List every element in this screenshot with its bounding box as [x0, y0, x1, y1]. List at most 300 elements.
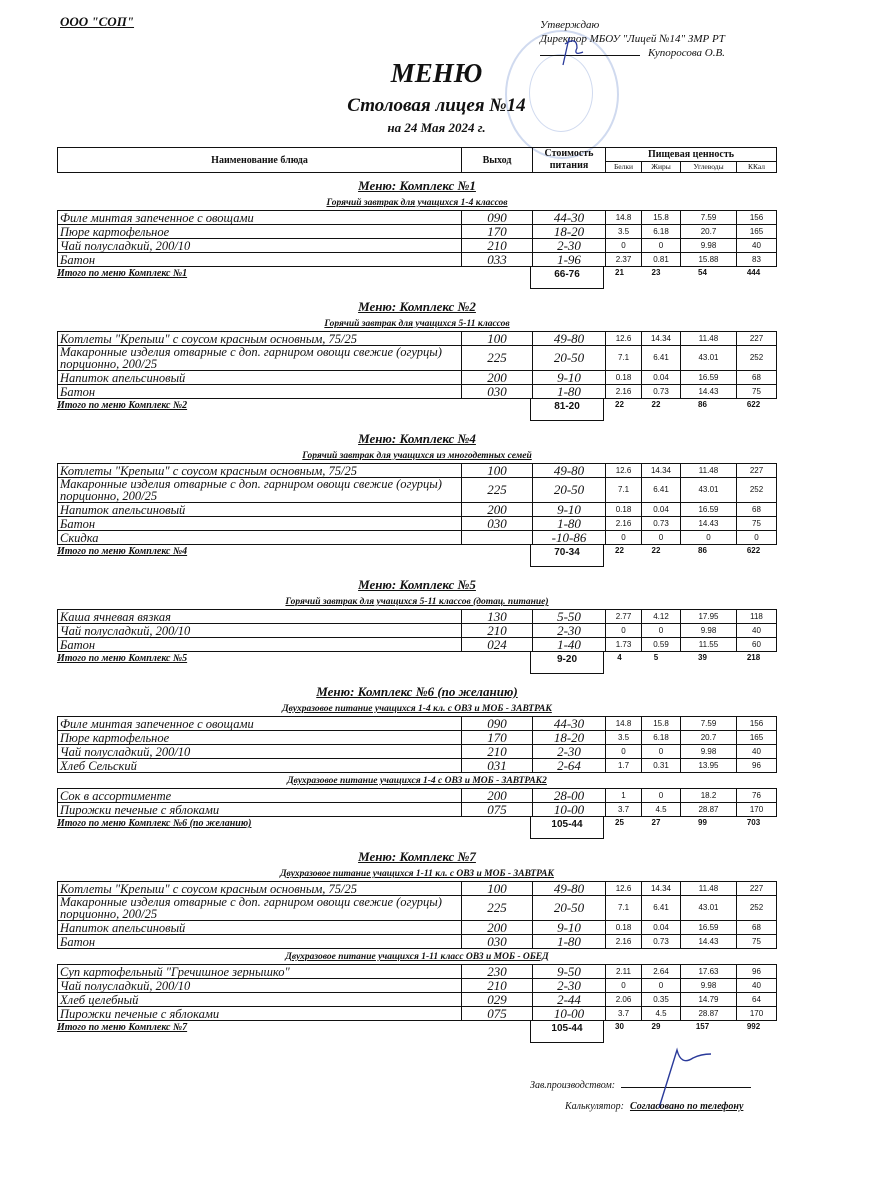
dish-protein: 0 [606, 531, 642, 545]
dish-carbs: 17.95 [681, 610, 737, 624]
dish-output: 225 [462, 896, 533, 921]
total-protein: 22 [615, 546, 624, 555]
dish-output: 210 [462, 624, 533, 638]
dish-cost: 49-80 [533, 464, 606, 478]
dish-carbs: 11.48 [681, 464, 737, 478]
total-fat: 23 [651, 268, 661, 277]
dish-output: 225 [462, 478, 533, 503]
total-carbs: 39 [698, 653, 707, 662]
dish-kcal: 96 [737, 965, 777, 979]
total-fat: 22 [651, 400, 661, 409]
dish-protein: 0.18 [606, 921, 642, 935]
total-protein: 25 [615, 818, 624, 827]
table-row [58, 789, 777, 803]
table-row [58, 253, 777, 267]
dish-output: 210 [462, 745, 533, 759]
table-row [58, 896, 777, 921]
dish-protein: 7.1 [606, 346, 642, 371]
table-row [58, 503, 777, 517]
section-title: Меню: Комплекс №4 [358, 431, 476, 446]
dish-cost: 2-64 [533, 759, 606, 773]
dish-output: 090 [462, 211, 533, 225]
table-row [58, 882, 777, 896]
dish-fat: 0.73 [642, 385, 681, 399]
dish-output: 170 [462, 225, 533, 239]
table-row [58, 979, 777, 993]
total-cost: 9-20 [530, 652, 604, 674]
dish-name: Скидка [58, 531, 462, 545]
dish-name: Батон [58, 517, 462, 531]
column-header-table [57, 147, 777, 173]
total-kcal: 992 [746, 1022, 761, 1031]
dish-kcal: 68 [737, 503, 777, 517]
dish-cost: -10-86 [533, 531, 606, 545]
dish-protein: 2.77 [606, 610, 642, 624]
table-row [58, 624, 777, 638]
dish-fat: 14.34 [642, 882, 681, 896]
dish-kcal: 227 [737, 882, 777, 896]
dish-protein: 2.16 [606, 385, 642, 399]
dish-protein: 12.6 [606, 882, 642, 896]
dish-cost: 20-50 [533, 896, 606, 921]
total-carbs: 157 [695, 1022, 710, 1031]
dish-protein: 0.18 [606, 503, 642, 517]
total-label: Итого по меню Комплекс №6 (по желанию) [57, 818, 252, 829]
dish-name: Макаронные изделия отварные с доп. гарниром овощи свежие (огурцы) порционно, 200/25 [58, 478, 462, 503]
dish-kcal: 0 [737, 531, 777, 545]
total-label: Итого по меню Комплекс №7 [57, 1022, 188, 1033]
section-total [57, 267, 777, 289]
dish-carbs: 20.7 [681, 731, 737, 745]
total-cost: 105-44 [530, 1021, 604, 1043]
dish-carbs: 43.01 [681, 896, 737, 921]
dish-fat: 0 [642, 789, 681, 803]
total-cost: 70-34 [530, 545, 604, 567]
dish-name: Чай полусладкий, 200/10 [58, 239, 462, 253]
dish-kcal: 170 [737, 803, 777, 817]
dish-carbs: 16.59 [681, 371, 737, 385]
col-carbs: Углеводы [681, 161, 737, 172]
col-nutrition: Пищевая ценность [606, 148, 777, 162]
dish-protein: 2.37 [606, 253, 642, 267]
dish-fat: 6.18 [642, 225, 681, 239]
dish-name: Чай полусладкий, 200/10 [58, 624, 462, 638]
dish-carbs: 14.43 [681, 385, 737, 399]
dish-protein: 0 [606, 745, 642, 759]
dish-output: 030 [462, 385, 533, 399]
dish-kcal: 170 [737, 1007, 777, 1021]
dish-fat: 6.18 [642, 731, 681, 745]
dish-cost: 1-80 [533, 935, 606, 949]
menu-section [57, 176, 777, 289]
table-row [58, 759, 777, 773]
table-row [58, 371, 777, 385]
dish-output [462, 531, 533, 545]
dish-table [57, 788, 777, 817]
dish-fat: 0 [642, 624, 681, 638]
dish-kcal: 68 [737, 371, 777, 385]
section-title: Меню: Комплекс №1 [358, 178, 476, 193]
table-row [58, 225, 777, 239]
dish-name: Напиток апельсиновый [58, 921, 462, 935]
dish-carbs: 18.2 [681, 789, 737, 803]
dish-cost: 44-30 [533, 717, 606, 731]
dish-cost: 1-40 [533, 638, 606, 652]
dish-protein: 1.73 [606, 638, 642, 652]
dish-cost: 2-30 [533, 979, 606, 993]
total-carbs: 86 [698, 400, 707, 409]
table-row [58, 935, 777, 949]
dish-protein: 1.7 [606, 759, 642, 773]
dish-cost: 9-10 [533, 921, 606, 935]
table-row [58, 531, 777, 545]
total-label: Итого по меню Комплекс №2 [57, 400, 188, 411]
dish-cost: 18-20 [533, 731, 606, 745]
dish-protein: 3.7 [606, 1007, 642, 1021]
total-protein: 30 [615, 1022, 624, 1031]
dish-output: 200 [462, 503, 533, 517]
dish-protein: 14.8 [606, 211, 642, 225]
dish-cost: 1-80 [533, 517, 606, 531]
dish-fat: 0.04 [642, 371, 681, 385]
dish-protein: 3.5 [606, 731, 642, 745]
table-row [58, 464, 777, 478]
dish-fat: 4.5 [642, 1007, 681, 1021]
document-date: на 24 Мая 2024 г. [387, 120, 486, 135]
dish-fat: 4.12 [642, 610, 681, 624]
dish-name: Пюре картофельное [58, 225, 462, 239]
dish-protein: 2.16 [606, 517, 642, 531]
dish-kcal: 75 [737, 517, 777, 531]
dish-name: Суп картофельный "Гречишное зернышко" [58, 965, 462, 979]
dish-protein: 2.11 [606, 965, 642, 979]
dish-carbs: 20.7 [681, 225, 737, 239]
dish-kcal: 40 [737, 624, 777, 638]
table-row [58, 517, 777, 531]
dish-kcal: 40 [737, 239, 777, 253]
dish-fat: 0.04 [642, 503, 681, 517]
table-row [58, 745, 777, 759]
dish-name: Котлеты "Крепыш" с соусом красным основным, 75/25 [58, 464, 462, 478]
dish-kcal: 252 [737, 346, 777, 371]
section-total [57, 399, 777, 421]
dish-cost: 2-30 [533, 239, 606, 253]
dish-fat: 0 [642, 745, 681, 759]
dish-kcal: 75 [737, 385, 777, 399]
dish-output: 230 [462, 965, 533, 979]
dish-cost: 9-50 [533, 965, 606, 979]
dish-fat: 4.5 [642, 803, 681, 817]
dish-carbs: 13.95 [681, 759, 737, 773]
menu-section [57, 682, 777, 839]
dish-carbs: 11.48 [681, 882, 737, 896]
dish-output: 090 [462, 717, 533, 731]
dish-kcal: 165 [737, 225, 777, 239]
dish-carbs: 28.87 [681, 803, 737, 817]
table-row [58, 731, 777, 745]
dish-output: 029 [462, 993, 533, 1007]
dish-carbs: 9.98 [681, 979, 737, 993]
total-kcal: 622 [746, 400, 761, 409]
dish-fat: 15.8 [642, 211, 681, 225]
dish-name: Макаронные изделия отварные с доп. гарниром овощи свежие (огурцы) порционно, 200/25 [58, 346, 462, 371]
table-row [58, 993, 777, 1007]
dish-carbs: 43.01 [681, 346, 737, 371]
dish-cost: 44-30 [533, 211, 606, 225]
dish-carbs: 7.59 [681, 717, 737, 731]
dish-fat: 6.41 [642, 896, 681, 921]
menu-section [57, 575, 777, 674]
total-fat: 5 [653, 653, 659, 662]
section-title: Меню: Комплекс №7 [358, 849, 476, 864]
section-title: Меню: Комплекс №5 [358, 577, 476, 592]
dish-carbs: 9.98 [681, 745, 737, 759]
table-row [58, 610, 777, 624]
dish-output: 030 [462, 517, 533, 531]
dish-cost: 10-00 [533, 1007, 606, 1021]
group-subtitle: Двухразовое питание учащихся 1-11 кл. с ОВЗ и МОБ - ЗАВТРАК [280, 869, 554, 879]
total-protein: 4 [617, 653, 622, 662]
dish-cost: 49-80 [533, 332, 606, 346]
dish-fat: 6.41 [642, 478, 681, 503]
dish-carbs: 14.43 [681, 935, 737, 949]
dish-kcal: 40 [737, 979, 777, 993]
dish-protein: 7.1 [606, 896, 642, 921]
manager-signature [655, 1040, 715, 1110]
dish-carbs: 11.48 [681, 332, 737, 346]
dish-protein: 2.06 [606, 993, 642, 1007]
dish-protein: 1 [606, 789, 642, 803]
dish-fat: 0.35 [642, 993, 681, 1007]
dish-table [57, 210, 777, 267]
menu-section [57, 429, 777, 567]
dish-fat: 0 [642, 531, 681, 545]
dish-table [57, 463, 777, 545]
dish-name: Чай полусладкий, 200/10 [58, 745, 462, 759]
dish-carbs: 43.01 [681, 478, 737, 503]
col-kcal: ККал [737, 161, 777, 172]
total-kcal: 622 [746, 546, 761, 555]
table-row [58, 921, 777, 935]
calculator-field [565, 1101, 743, 1112]
dish-name: Хлеб Сельский [58, 759, 462, 773]
dish-protein: 12.6 [606, 332, 642, 346]
dish-carbs: 9.98 [681, 239, 737, 253]
dish-fat: 6.41 [642, 346, 681, 371]
dish-table [57, 609, 777, 652]
dish-output: 225 [462, 346, 533, 371]
dish-output: 033 [462, 253, 533, 267]
production-label: Зав.производством: [530, 1080, 616, 1091]
total-label: Итого по меню Комплекс №5 [57, 653, 188, 664]
dish-cost: 2-44 [533, 993, 606, 1007]
dish-kcal: 165 [737, 731, 777, 745]
group-subtitle: Горячий завтрак для учащихся 1-4 классов [326, 198, 508, 208]
dish-name: Макаронные изделия отварные с доп. гарниром овощи свежие (огурцы) порционно, 200/25 [58, 896, 462, 921]
table-row [58, 717, 777, 731]
dish-name: Котлеты "Крепыш" с соусом красным основным, 75/25 [58, 332, 462, 346]
dish-carbs: 15.88 [681, 253, 737, 267]
calculator-label: Калькулятор: [565, 1101, 624, 1112]
group-subtitle: Двухразовое питание учащихся 1-11 класс ОВЗ и МОБ - ОБЕД [285, 952, 549, 962]
dish-name: Напиток апельсиновый [58, 503, 462, 517]
dish-carbs: 28.87 [681, 1007, 737, 1021]
total-fat: 22 [651, 546, 661, 555]
dish-name: Пюре картофельное [58, 731, 462, 745]
dish-cost: 20-50 [533, 478, 606, 503]
dish-fat: 14.34 [642, 464, 681, 478]
table-row [58, 346, 777, 371]
total-label: Итого по меню Комплекс №4 [57, 546, 188, 557]
dish-fat: 0 [642, 239, 681, 253]
dish-carbs: 16.59 [681, 921, 737, 935]
group-subtitle: Горячий завтрак для учащихся 5-11 классов (дотац. питание) [285, 597, 549, 607]
group-subtitle: Двухразовое питание учащихся 1-4 кл. с ОВЗ и МОБ - ЗАВТРАК [282, 704, 552, 714]
dish-output: 100 [462, 332, 533, 346]
dish-protein: 0 [606, 624, 642, 638]
dish-kcal: 76 [737, 789, 777, 803]
dish-cost: 5-50 [533, 610, 606, 624]
dish-kcal: 75 [737, 935, 777, 949]
table-row [58, 638, 777, 652]
group-subtitle: Горячий завтрак для учащихся 5-11 классов [324, 319, 510, 329]
total-protein: 21 [615, 268, 624, 277]
dish-name: Филе минтая запеченное с овощами [58, 211, 462, 225]
table-row [58, 478, 777, 503]
dish-kcal: 64 [737, 993, 777, 1007]
dish-protein: 2.16 [606, 935, 642, 949]
approve-name: Купоросова О.В. [648, 47, 725, 59]
total-kcal: 218 [746, 653, 761, 662]
dish-name: Хлеб целебный [58, 993, 462, 1007]
table-row [58, 965, 777, 979]
col-protein: Белки [606, 161, 642, 172]
document-subtitle: Столовая лицея №14 [347, 95, 526, 116]
dish-table [57, 964, 777, 1021]
dish-table [57, 881, 777, 949]
menu-section [57, 297, 777, 421]
dish-carbs: 16.59 [681, 503, 737, 517]
dish-output: 130 [462, 610, 533, 624]
dish-name: Батон [58, 638, 462, 652]
dish-fat: 0.59 [642, 638, 681, 652]
section-total [57, 817, 777, 839]
dish-fat: 15.8 [642, 717, 681, 731]
dish-name: Сок в ассортименте [58, 789, 462, 803]
section-title: Меню: Комплекс №2 [358, 299, 476, 314]
dish-kcal: 227 [737, 332, 777, 346]
total-cost: 105-44 [530, 817, 604, 839]
total-cost: 81-20 [530, 399, 604, 421]
menu-section [57, 847, 777, 1043]
table-row [58, 332, 777, 346]
total-protein: 22 [615, 400, 624, 409]
dish-carbs: 0 [681, 531, 737, 545]
dish-kcal: 68 [737, 921, 777, 935]
table-row [58, 211, 777, 225]
dish-fat: 0.73 [642, 935, 681, 949]
dish-carbs: 9.98 [681, 624, 737, 638]
dish-output: 200 [462, 371, 533, 385]
dish-kcal: 252 [737, 896, 777, 921]
group-subtitle: Горячий завтрак для учащихся из многодетных семей [302, 451, 532, 461]
dish-kcal: 252 [737, 478, 777, 503]
col-name: Наименование блюда [58, 148, 462, 173]
dish-protein: 3.5 [606, 225, 642, 239]
dish-carbs: 11.55 [681, 638, 737, 652]
dish-output: 200 [462, 789, 533, 803]
col-cost: Стоимость питания [533, 148, 606, 173]
dish-protein: 7.1 [606, 478, 642, 503]
group-subtitle: Двухразовое питание учащихся 1-4 с ОВЗ и МОБ - ЗАВТРАК2 [287, 776, 547, 786]
table-row [58, 385, 777, 399]
approve-label: Утверждаю [540, 19, 600, 31]
total-fat: 27 [651, 818, 661, 827]
dish-protein: 3.7 [606, 803, 642, 817]
dish-output: 210 [462, 239, 533, 253]
production-manager-field [530, 1080, 751, 1091]
dish-fat: 0.73 [642, 517, 681, 531]
dish-output: 030 [462, 935, 533, 949]
dish-fat: 0.04 [642, 921, 681, 935]
dish-name: Котлеты "Крепыш" с соусом красным основным, 75/25 [58, 882, 462, 896]
dish-output: 210 [462, 979, 533, 993]
dish-cost: 2-30 [533, 745, 606, 759]
dish-cost: 9-10 [533, 371, 606, 385]
total-fat: 29 [651, 1022, 661, 1031]
dish-table [57, 331, 777, 399]
table-row [58, 1007, 777, 1021]
total-label: Итого по меню Комплекс №1 [57, 268, 188, 279]
dish-name: Батон [58, 385, 462, 399]
dish-fat: 2.64 [642, 965, 681, 979]
dish-output: 075 [462, 803, 533, 817]
dish-table [57, 716, 777, 773]
dish-cost: 10-00 [533, 803, 606, 817]
dish-cost: 20-50 [533, 346, 606, 371]
dish-name: Чай полусладкий, 200/10 [58, 979, 462, 993]
dish-name: Пирожки печеные с яблоками [58, 1007, 462, 1021]
dish-name: Напиток апельсиновый [58, 371, 462, 385]
section-total [57, 652, 777, 674]
dish-name: Филе минтая запеченное с овощами [58, 717, 462, 731]
dish-carbs: 14.79 [681, 993, 737, 1007]
dish-output: 170 [462, 731, 533, 745]
total-kcal: 444 [746, 268, 761, 277]
dish-kcal: 227 [737, 464, 777, 478]
total-carbs: 99 [698, 818, 707, 827]
dish-protein: 12.6 [606, 464, 642, 478]
dish-carbs: 17.63 [681, 965, 737, 979]
dish-output: 100 [462, 882, 533, 896]
dish-name: Пирожки печеные с яблоками [58, 803, 462, 817]
dish-protein: 0 [606, 979, 642, 993]
dish-output: 075 [462, 1007, 533, 1021]
dish-cost: 1-96 [533, 253, 606, 267]
dish-cost: 9-10 [533, 503, 606, 517]
total-kcal: 703 [746, 818, 761, 827]
calculator-value: Согласовано по телефону [629, 1101, 744, 1112]
dish-name: Батон [58, 935, 462, 949]
document-title: МЕНЮ [390, 58, 483, 88]
section-title: Меню: Комплекс №6 (по желанию) [316, 684, 518, 699]
dish-kcal: 96 [737, 759, 777, 773]
company-name: ООО "СОП" [60, 14, 135, 29]
col-fat: Жиры [642, 161, 681, 172]
dish-fat: 14.34 [642, 332, 681, 346]
dish-kcal: 83 [737, 253, 777, 267]
dish-cost: 28-00 [533, 789, 606, 803]
